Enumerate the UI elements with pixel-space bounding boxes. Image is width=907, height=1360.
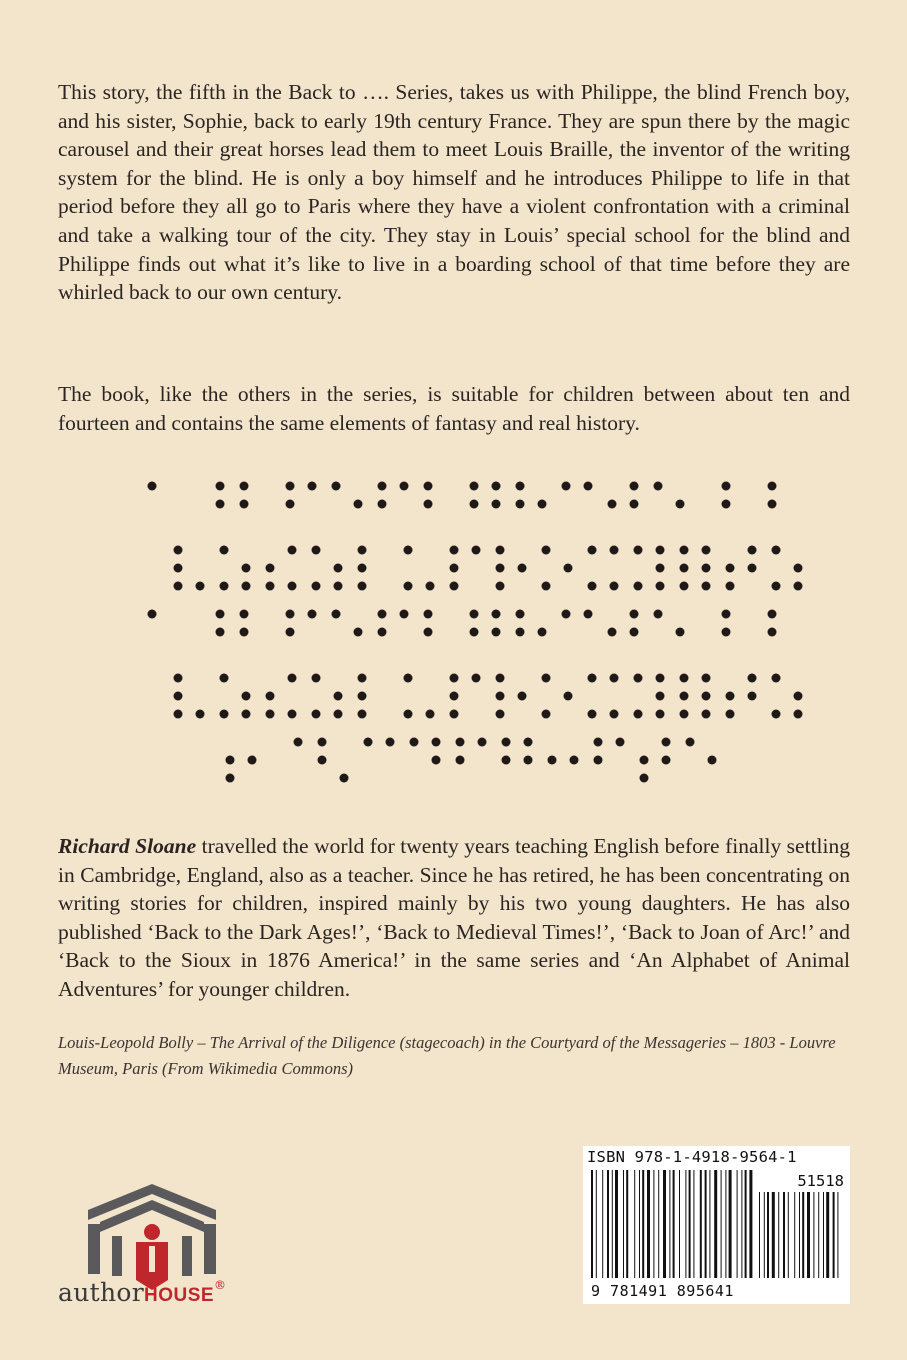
braille-dot [640,774,649,783]
braille-dot [400,610,409,619]
braille-dot [630,500,639,509]
braille-dot [748,546,757,555]
barcode-bar [689,1170,691,1278]
barcode-addon-bar [823,1192,824,1278]
braille-dot [450,710,459,719]
braille-dot [334,710,343,719]
braille-dot [772,582,781,591]
author-bio [58,832,850,1004]
braille-dot [288,710,297,719]
braille-dot [722,482,731,491]
barcode-addon-bar [783,1192,785,1278]
braille-dot [312,546,321,555]
braille-dot [680,564,689,573]
braille-dot [288,582,297,591]
braille-dot [240,500,249,509]
braille-dot [432,738,441,747]
barcode-bar [591,1170,593,1278]
braille-dot [242,582,251,591]
braille-dot [702,546,711,555]
braille-dot [266,692,275,701]
barcode-addon-bar [826,1192,829,1278]
braille-dot [794,564,803,573]
braille-dot [640,756,649,765]
braille-dot [518,692,527,701]
braille-dot [768,610,777,619]
barcode-digits: 9 781491 895641 [591,1282,734,1300]
braille-dot [676,628,685,637]
barcode-bar [745,1170,747,1278]
braille-dot [542,710,551,719]
barcode-bar [658,1170,659,1278]
braille-dot [768,500,777,509]
braille-dot [424,610,433,619]
barcode-bar [663,1170,666,1278]
isbn-label: ISBN 978-1-4918-9564-1 [587,1148,797,1166]
braille-dot [610,674,619,683]
braille-dot [378,482,387,491]
barcode-bars [583,1146,850,1304]
braille-dot [450,546,459,555]
braille-dot [424,482,433,491]
braille-dot [286,610,295,619]
braille-dot [708,756,717,765]
braille-dot [748,674,757,683]
image-credit [58,1030,858,1082]
braille-dot [240,482,249,491]
braille-dot [496,710,505,719]
braille-dot [220,710,229,719]
barcode-addon-bar [764,1192,765,1278]
braille-dot [288,674,297,683]
braille-dot [242,692,251,701]
braille-dot [726,710,735,719]
braille-dot [334,692,343,701]
barcode-bar [626,1170,628,1278]
braille-dot [240,610,249,619]
barcode-addon-bar [788,1192,789,1278]
braille-dot [404,546,413,555]
braille-dot [524,756,533,765]
braille-dot [610,710,619,719]
braille-dot [312,674,321,683]
braille-dot [656,582,665,591]
braille-dot [426,582,435,591]
braille-dot [748,692,757,701]
braille-dot [726,692,735,701]
braille-dot [364,738,373,747]
braille-dot [564,692,573,701]
braille-dot [450,674,459,683]
barcode-addon-bar [794,1192,795,1278]
braille-dot [562,482,571,491]
braille-dot [768,482,777,491]
credit-title: The Arrival of the Diligence (stagecoach) in the Courtyard of the Messageries [209,1033,727,1052]
barcode-bar [700,1170,702,1278]
barcode-bar [653,1170,654,1278]
braille-dot [496,564,505,573]
braille-dot [680,546,689,555]
braille-dot [516,610,525,619]
braille-dot [332,610,341,619]
braille-dot [174,582,183,591]
braille-dot [226,756,235,765]
barcode-bar [642,1170,644,1278]
braille-dot [584,482,593,491]
braille-dot [470,482,479,491]
barcode-addon-bar [778,1192,779,1278]
braille-dot [470,610,479,619]
author-name: Richard Sloane [58,834,197,858]
braille-dot [676,500,685,509]
braille-dot [266,564,275,573]
braille-dot [358,582,367,591]
braille-dot [562,610,571,619]
braille-dot [538,500,547,509]
braille-dot [358,564,367,573]
braille-dot [794,710,803,719]
braille-dot [772,710,781,719]
barcode-bar [669,1170,670,1278]
braille-dot [216,628,225,637]
braille-dot [654,610,663,619]
braille-dot [492,628,501,637]
braille-dot [702,674,711,683]
barcode-addon-bar [837,1192,838,1278]
braille-dot [524,738,533,747]
braille-dot [588,710,597,719]
braille-dot [772,546,781,555]
braille-dot [680,710,689,719]
braille-dot [610,546,619,555]
braille-dot [548,756,557,765]
braille-dot [496,582,505,591]
barcode-addon-bar [802,1192,804,1278]
braille-dot [608,500,617,509]
braille-dot [584,610,593,619]
braille-dot [772,674,781,683]
braille-dot [594,738,603,747]
braille-dot [726,564,735,573]
braille-dot [634,674,643,683]
braille-dot [432,756,441,765]
barcode-bar [693,1170,694,1278]
braille-dot [242,710,251,719]
barcode-bar [737,1170,738,1278]
braille-dot [334,582,343,591]
publisher-name: authorHOUSE® [58,1278,227,1307]
braille-dot [148,482,157,491]
barcode-addon-bar [833,1192,835,1278]
braille-dot [424,628,433,637]
credit-artist: Louis-Leopold Bolly – [58,1033,210,1052]
braille-dot [286,628,295,637]
braille-dot [768,628,777,637]
braille-dot [472,546,481,555]
braille-dot [216,482,225,491]
barcode-addon-bar [767,1192,769,1278]
braille-dot [588,582,597,591]
braille-dot [564,564,573,573]
braille-dot [404,582,413,591]
barcode-bar [714,1170,717,1278]
braille-dot [400,482,409,491]
braille-dot [656,564,665,573]
braille-dot [502,756,511,765]
braille-dot [358,674,367,683]
braille-dot [502,738,511,747]
braille-dot [216,610,225,619]
braille-dot [656,546,665,555]
barcode-addon-bar [759,1192,760,1278]
braille-dot [358,546,367,555]
braille-dot [174,564,183,573]
braille-dot [220,546,229,555]
braille-dot [450,692,459,701]
braille-dot [288,546,297,555]
braille-dot [266,582,275,591]
braille-dot [518,564,527,573]
braille-dot [216,500,225,509]
barcode-addon-bar [799,1192,800,1278]
braille-dot [294,738,303,747]
barcode-bar [721,1170,722,1278]
barcode-bar [634,1170,635,1278]
braille-dot [378,500,387,509]
braille-dot [516,482,525,491]
barcode-addon-bar [813,1192,814,1278]
braille-dot [516,500,525,509]
braille-dot [358,710,367,719]
barcode-bar [709,1170,710,1278]
braille-dot [748,564,757,573]
braille-dot [286,500,295,509]
braille-dot [634,710,643,719]
braille-dot [196,582,205,591]
braille-dot [266,710,275,719]
braille-dot [220,582,229,591]
braille-dot [312,582,321,591]
braille-dot [702,692,711,701]
braille-dot [424,500,433,509]
braille-dot [470,500,479,509]
braille-dot [308,610,317,619]
blurb-paragraph-2: The book, like the others in the series, is suitable for children between about ten and fourteen and contains the same elements of fantasy and real history. [58,382,850,435]
barcode-bar [729,1170,732,1278]
braille-dot [608,628,617,637]
braille-dot [496,674,505,683]
price-code: 51518 [797,1172,844,1190]
braille-dot [630,482,639,491]
braille-dot [456,738,465,747]
braille-dot [226,774,235,783]
braille-dot [662,756,671,765]
braille-dot [332,482,341,491]
braille-dot [496,692,505,701]
credit-rest: – 1803 - Louvre Museum, Paris (From Wikimedia Commons) [58,1033,836,1078]
braille-dot [378,628,387,637]
barcode-bar [607,1170,609,1278]
braille-dot [340,774,349,783]
barcode-bar [639,1170,640,1278]
braille-dot [662,738,671,747]
braille-dot [492,500,501,509]
barcode-bar [623,1170,624,1278]
braille-dot [542,582,551,591]
braille-dot [174,546,183,555]
braille-dot [594,756,603,765]
isbn-barcode [583,1146,850,1304]
braille-dot [220,674,229,683]
barcode-bar [741,1170,742,1278]
barcode-bar [602,1170,603,1278]
braille-dot [680,692,689,701]
braille-dot [726,582,735,591]
braille-dot [404,674,413,683]
braille-dot [240,628,249,637]
braille-dot [794,692,803,701]
braille-dot [702,582,711,591]
braille-dot [630,610,639,619]
braille-dot [196,710,205,719]
author-bio-text: travelled the world for twenty years teaching English before finally settling in Cambridge, England, also as a teacher. Since he has retired, he has been concentrating on writing stories for children, inspired mainly by his two young daughters. He has also published ‘Back to the Dark Ages!’, ‘Back to Medieval Times!’, ‘Back to Joan of Arc!’ and ‘Back to the Sioux in 1876 America!’ in the same series and ‘An Alphabet of Animal Adventures’ for younger children. [58,834,850,1001]
braille-dot [722,500,731,509]
barcode-bar [647,1170,650,1278]
braille-dot [174,710,183,719]
braille-dot [378,610,387,619]
braille-dot [496,546,505,555]
braille-dot [148,610,157,619]
braille-dot [334,564,343,573]
blurb-paragraph-1: This story, the fifth in the Back to …. Series, takes us with Philippe, the blind French boy, and his sister, Sophie, back to early 19th century France. They are spun there by the magic carousel and their great horses lead them to meet Louis Braille, the inventor of the writing system for the blind. He is only a boy himself and he introduces Philippe to life in that period before they all go to Paris where they have a violent confrontation with a criminal and take a walking tour of the city. They stay in Louis’ special school for the blind and Philippe finds out what it’s like to live in a boarding school of that time before they are whirled back to our own century. [58,80,850,305]
braille-dot [248,756,257,765]
barcode-bar [705,1170,707,1278]
braille-dot [308,482,317,491]
braille-dot [174,674,183,683]
barcode-bar [685,1170,686,1278]
braille-dot [538,628,547,637]
barcode-bar [612,1170,613,1278]
barcode-addon-bar [818,1192,819,1278]
braille-dot [318,756,327,765]
barcode-addon-bar [807,1192,810,1278]
braille-dot [794,582,803,591]
braille-dot [588,674,597,683]
braille-dot [702,564,711,573]
barcode-addon-bar [772,1192,775,1278]
braille-dot [318,738,327,747]
braille-dot [450,582,459,591]
braille-dot [630,628,639,637]
barcode-bar [596,1170,597,1278]
barcode-bar [749,1170,752,1278]
braille-dot [492,482,501,491]
braille-dot [492,610,501,619]
braille-dot [680,674,689,683]
braille-dot [542,546,551,555]
braille-dot [286,482,295,491]
braille-dot [516,628,525,637]
braille-dot [610,582,619,591]
braille-dot [542,674,551,683]
braille-dot [456,756,465,765]
braille-dot [656,692,665,701]
braille-dot [470,628,479,637]
braille-dot [242,564,251,573]
braille-dot [354,500,363,509]
braille-dot [634,546,643,555]
braille-dot [722,610,731,619]
braille-dot [722,628,731,637]
barcode-bar [615,1170,618,1278]
barcode-bar [673,1170,675,1278]
braille-dot [386,738,395,747]
braille-dot [174,692,183,701]
braille-dot [588,546,597,555]
braille-dot [312,710,321,719]
braille-dot [654,482,663,491]
braille-dot [472,674,481,683]
barcode-bar [725,1170,726,1278]
braille-dot [634,582,643,591]
braille-dot [404,710,413,719]
barcode-bar [679,1170,680,1278]
braille-dot [478,738,487,747]
braille-dot [656,674,665,683]
braille-dot [656,710,665,719]
braille-dot [616,738,625,747]
braille-dot [426,710,435,719]
braille-dot [570,756,579,765]
braille-dot [358,692,367,701]
braille-dot [702,710,711,719]
braille-dot [680,582,689,591]
braille-dot [686,738,695,747]
braille-dot [354,628,363,637]
braille-dot [450,564,459,573]
braille-dot [410,738,419,747]
